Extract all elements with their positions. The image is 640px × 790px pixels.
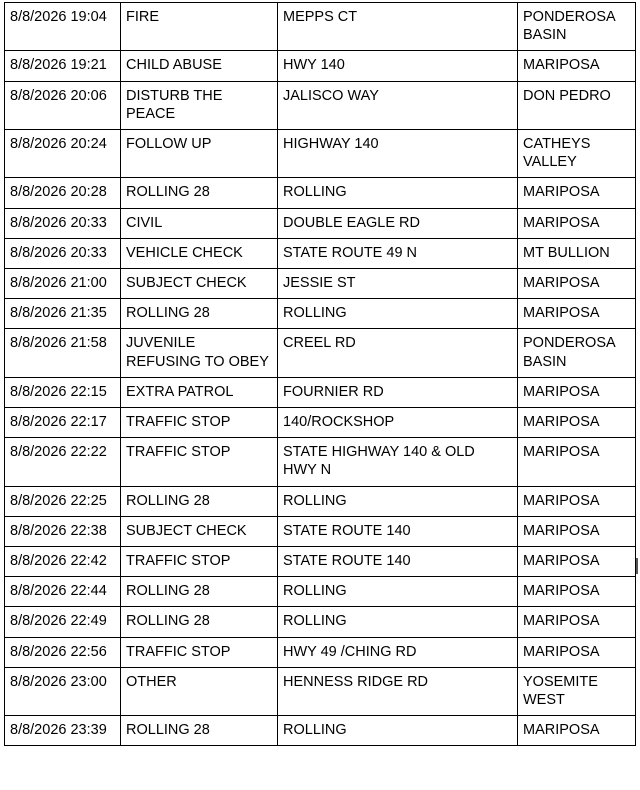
call-type-cell: DISTURB THE PEACE bbox=[121, 81, 278, 129]
city-cell: MARIPOSA bbox=[518, 637, 636, 667]
datetime-cell: 8/8/2026 19:21 bbox=[5, 51, 121, 81]
city-cell: MARIPOSA bbox=[518, 577, 636, 607]
datetime-cell: 8/8/2026 21:58 bbox=[5, 329, 121, 377]
datetime-cell: 8/8/2026 22:25 bbox=[5, 486, 121, 516]
table-row bbox=[5, 178, 636, 208]
table-row bbox=[5, 607, 636, 637]
datetime-cell: 8/8/2026 20:06 bbox=[5, 81, 121, 129]
datetime-cell: 8/8/2026 22:42 bbox=[5, 547, 121, 577]
datetime-cell: 8/8/2026 22:15 bbox=[5, 377, 121, 407]
city-cell: MT BULLION bbox=[518, 238, 636, 268]
datetime-cell: 8/8/2026 22:44 bbox=[5, 577, 121, 607]
table-row bbox=[5, 329, 636, 377]
location-cell: ROLLING bbox=[278, 486, 518, 516]
datetime-cell: 8/8/2026 19:04 bbox=[5, 3, 121, 51]
city-cell: MARIPOSA bbox=[518, 208, 636, 238]
call-type-cell: TRAFFIC STOP bbox=[121, 637, 278, 667]
datetime-cell: 8/8/2026 20:28 bbox=[5, 178, 121, 208]
datetime-cell: 8/8/2026 22:49 bbox=[5, 607, 121, 637]
table-row bbox=[5, 637, 636, 667]
city-cell: MARIPOSA bbox=[518, 178, 636, 208]
table-row bbox=[5, 486, 636, 516]
call-log-body bbox=[5, 3, 636, 746]
table-row bbox=[5, 238, 636, 268]
location-cell: STATE ROUTE 49 N bbox=[278, 238, 518, 268]
location-cell: ROLLING bbox=[278, 299, 518, 329]
table-row bbox=[5, 3, 636, 51]
call-type-cell: CHILD ABUSE bbox=[121, 51, 278, 81]
city-cell: DON PEDRO bbox=[518, 81, 636, 129]
call-type-cell: TRAFFIC STOP bbox=[121, 438, 278, 486]
call-type-cell: JUVENILE REFUSING TO OBEY bbox=[121, 329, 278, 377]
location-cell: ROLLING bbox=[278, 607, 518, 637]
city-cell: MARIPOSA bbox=[518, 607, 636, 637]
call-type-cell: CIVIL bbox=[121, 208, 278, 238]
city-cell: PONDEROSA BASIN bbox=[518, 329, 636, 377]
call-type-cell: FOLLOW UP bbox=[121, 130, 278, 178]
location-cell: JESSIE ST bbox=[278, 269, 518, 299]
datetime-cell: 8/8/2026 20:33 bbox=[5, 238, 121, 268]
location-cell: ROLLING bbox=[278, 716, 518, 746]
call-type-cell: VEHICLE CHECK bbox=[121, 238, 278, 268]
location-cell: HWY 140 bbox=[278, 51, 518, 81]
call-type-cell: ROLLING 28 bbox=[121, 577, 278, 607]
city-cell: MARIPOSA bbox=[518, 516, 636, 546]
city-cell: MARIPOSA bbox=[518, 377, 636, 407]
table-row bbox=[5, 208, 636, 238]
call-type-cell: FIRE bbox=[121, 3, 278, 51]
table-row bbox=[5, 299, 636, 329]
call-type-cell: ROLLING 28 bbox=[121, 178, 278, 208]
location-cell: HIGHWAY 140 bbox=[278, 130, 518, 178]
call-type-cell: ROLLING 28 bbox=[121, 299, 278, 329]
location-cell: STATE HIGHWAY 140 & OLD HWY N bbox=[278, 438, 518, 486]
location-cell: 140/ROCKSHOP bbox=[278, 408, 518, 438]
table-row bbox=[5, 269, 636, 299]
datetime-cell: 8/8/2026 21:35 bbox=[5, 299, 121, 329]
datetime-cell: 8/8/2026 22:22 bbox=[5, 438, 121, 486]
table-row bbox=[5, 667, 636, 715]
scroll-edge-mark bbox=[636, 558, 638, 574]
location-cell: HWY 49 /CHING RD bbox=[278, 637, 518, 667]
location-cell: STATE ROUTE 140 bbox=[278, 516, 518, 546]
table-row bbox=[5, 716, 636, 746]
datetime-cell: 8/8/2026 23:00 bbox=[5, 667, 121, 715]
call-type-cell: ROLLING 28 bbox=[121, 607, 278, 637]
call-type-cell: ROLLING 28 bbox=[121, 486, 278, 516]
call-type-cell: TRAFFIC STOP bbox=[121, 408, 278, 438]
city-cell: MARIPOSA bbox=[518, 547, 636, 577]
call-type-cell: TRAFFIC STOP bbox=[121, 547, 278, 577]
table-row bbox=[5, 547, 636, 577]
table-row bbox=[5, 81, 636, 129]
location-cell: DOUBLE EAGLE RD bbox=[278, 208, 518, 238]
table-row bbox=[5, 516, 636, 546]
location-cell: HENNESS RIDGE RD bbox=[278, 667, 518, 715]
location-cell: JALISCO WAY bbox=[278, 81, 518, 129]
location-cell: ROLLING bbox=[278, 178, 518, 208]
table-row bbox=[5, 51, 636, 81]
datetime-cell: 8/8/2026 21:00 bbox=[5, 269, 121, 299]
location-cell: FOURNIER RD bbox=[278, 377, 518, 407]
location-cell: CREEL RD bbox=[278, 329, 518, 377]
call-type-cell: SUBJECT CHECK bbox=[121, 269, 278, 299]
table-row bbox=[5, 438, 636, 486]
datetime-cell: 8/8/2026 20:24 bbox=[5, 130, 121, 178]
city-cell: MARIPOSA bbox=[518, 51, 636, 81]
city-cell: MARIPOSA bbox=[518, 269, 636, 299]
datetime-cell: 8/8/2026 22:56 bbox=[5, 637, 121, 667]
city-cell: YOSEMITE WEST bbox=[518, 667, 636, 715]
call-type-cell: SUBJECT CHECK bbox=[121, 516, 278, 546]
city-cell: MARIPOSA bbox=[518, 716, 636, 746]
call-log-table bbox=[4, 2, 636, 746]
city-cell: CATHEYS VALLEY bbox=[518, 130, 636, 178]
city-cell: MARIPOSA bbox=[518, 438, 636, 486]
datetime-cell: 8/8/2026 23:39 bbox=[5, 716, 121, 746]
city-cell: MARIPOSA bbox=[518, 299, 636, 329]
location-cell: ROLLING bbox=[278, 577, 518, 607]
location-cell: MEPPS CT bbox=[278, 3, 518, 51]
city-cell: MARIPOSA bbox=[518, 408, 636, 438]
city-cell: PONDEROSA BASIN bbox=[518, 3, 636, 51]
datetime-cell: 8/8/2026 22:38 bbox=[5, 516, 121, 546]
table-row bbox=[5, 130, 636, 178]
location-cell: STATE ROUTE 140 bbox=[278, 547, 518, 577]
call-type-cell: OTHER bbox=[121, 667, 278, 715]
datetime-cell: 8/8/2026 20:33 bbox=[5, 208, 121, 238]
table-row bbox=[5, 577, 636, 607]
table-row bbox=[5, 408, 636, 438]
table-row bbox=[5, 377, 636, 407]
call-type-cell: ROLLING 28 bbox=[121, 716, 278, 746]
datetime-cell: 8/8/2026 22:17 bbox=[5, 408, 121, 438]
call-type-cell: EXTRA PATROL bbox=[121, 377, 278, 407]
city-cell: MARIPOSA bbox=[518, 486, 636, 516]
